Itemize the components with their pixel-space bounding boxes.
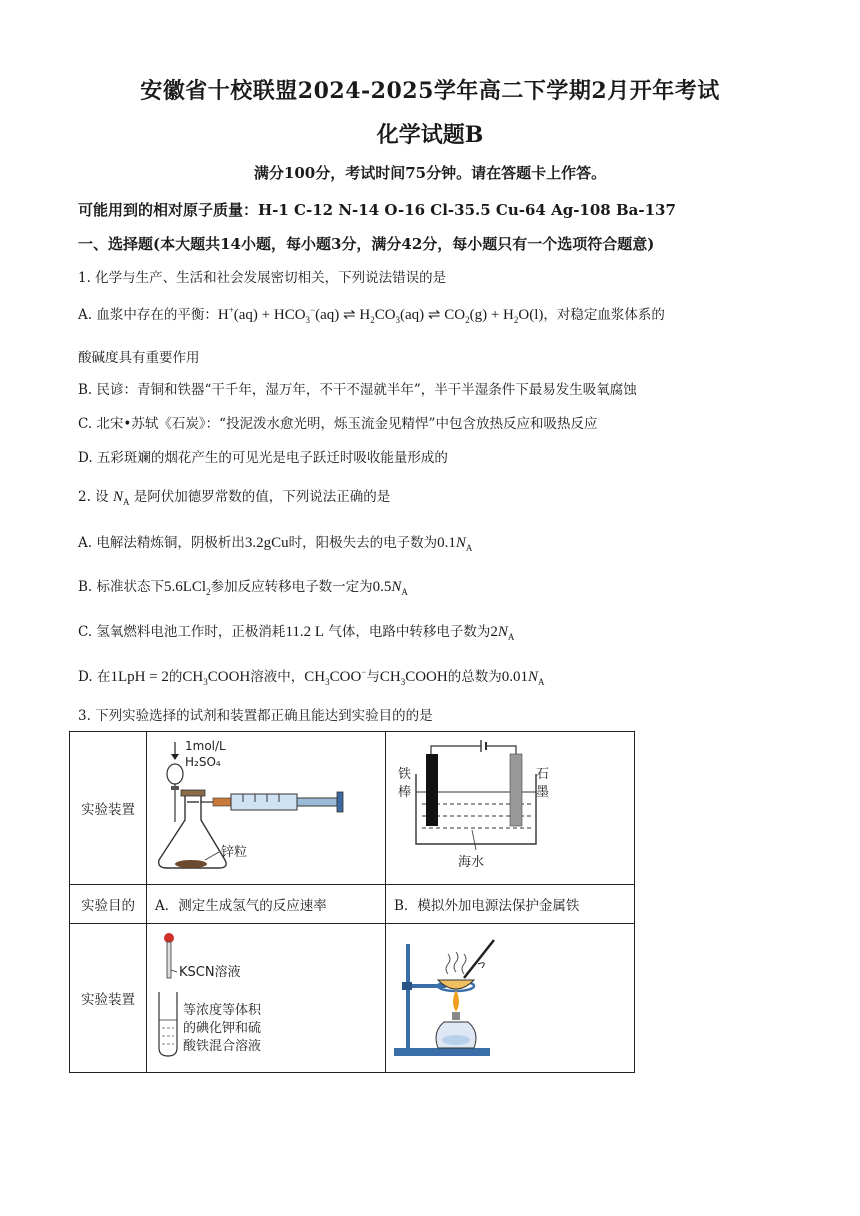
electrolysis-apparatus-diagram [386, 732, 634, 880]
apparatus-a-figure [147, 732, 386, 885]
solution-label-2: 的碘化钾和硫 [183, 1021, 262, 1036]
q2-option-c: C. 氢氧燃料电池工作时，正极消耗11.2 L 气体，电路中转移电子数为$2N_A$ [78, 624, 515, 642]
row-label-purpose: 实验目的 [70, 885, 147, 924]
exam-title: 安徽省十校联盟2024-2025学年高二下学期2月开年考试 [140, 78, 720, 104]
q1-option-c: C. 北宋•苏轼《石炭》：“投泥泼水愈光明，烁玉流金见精悍”中包含放热反应和吸热反应 [78, 416, 598, 432]
graphite-label-1: 石 [536, 767, 550, 782]
q1-option-a-cont: 酸碱度具有重要作用 [78, 350, 200, 366]
kscn-label: KSCN溶液 [179, 965, 241, 980]
acid-formula-label: H₂SO₄ [185, 755, 221, 769]
apparatus-c-figure [147, 924, 386, 1073]
iron-rod-label-1: 铁 [398, 767, 412, 782]
exam-instructions: 满分100分，考试时间75分钟。请在答题卡上作答。 [253, 164, 607, 182]
q1-option-b: B. 民谚：青铜和铁器“干千年，湿万年，不干不湿就半年”，半干半湿条件下最易发生吸氧腐蚀 [78, 382, 637, 398]
gas-rate-apparatus-diagram [147, 732, 385, 880]
evaporation-apparatus-diagram [386, 924, 634, 1068]
apparatus-d-figure [386, 924, 635, 1073]
row-label-apparatus-2: 实验装置 [70, 924, 147, 1073]
acid-concentration-label: 1mol/L [185, 739, 226, 753]
purpose-option-b: B．模拟外加电源法保护金属铁 [386, 885, 635, 924]
q1-option-a: A. 血浆中存在的平衡：$H^+(aq) + HCO_3^-(aq)$ ⇌ $H_2CO_3(aq)$ ⇌ $CO_2(g) + H_2O(l)$，对稳定血浆体系的 [78, 305, 665, 325]
q1-option-d: D. 五彩斑斓的烟花产生的可见光是电子跃迁时吸收能量形成的 [78, 450, 448, 466]
q3-experiment-table [69, 731, 635, 1073]
graphite-label-2: 墨 [536, 785, 550, 800]
section-heading: 一、选择题(本大题共14小题，每小题3分，满分42分，每小题只有一个选项符合题意) [78, 235, 655, 253]
solution-label-3: 酸铁混合溶液 [183, 1039, 262, 1054]
solution-label-1: 等浓度等体积 [183, 1003, 262, 1018]
purpose-option-a: A．测定生成氢气的反应速率 [147, 885, 386, 924]
q1-stem: 1. 化学与生产、生活和社会发展密切相关，下列说法错误的是 [78, 270, 447, 286]
row-label-apparatus: 实验装置 [70, 732, 147, 885]
q2-option-d: D. 在1LpH = 2的$CH_3COOH$溶液中，$CH_3COO^-$与$CH_3COOH$的总数为$0.01N_A$ [78, 667, 545, 687]
q2-option-b: B. 标准状态下5.6LCl$_2$参加反应转移电子数一定为$0.5N_A$ [78, 579, 408, 597]
apparatus-b-figure [386, 732, 635, 885]
exam-subtitle: 化学试题B [376, 122, 484, 148]
atomic-masses: 可能用到的相对原子质量：H-1 C-12 N-14 O-16 Cl-35.5 Cu-64 Ag-108 Ba-137 [78, 201, 676, 219]
q2-stem: 2. 设 $N_A$ 是阿伏加德罗常数的值，下列说法正确的是 [78, 489, 391, 507]
q3-stem: 3. 下列实验选择的试剂和装置都正确且能达到实验目的的是 [78, 708, 433, 724]
iron-rod-label-2: 棒 [398, 785, 412, 800]
q2-option-a: A. 电解法精炼铜，阴极析出3.2gCu时，阳极失去的电子数为$0.1N_A$ [78, 535, 473, 553]
zinc-granules-label: 锌粒 [221, 845, 248, 860]
kscn-test-diagram [147, 924, 385, 1068]
seawater-label: 海水 [458, 855, 485, 870]
